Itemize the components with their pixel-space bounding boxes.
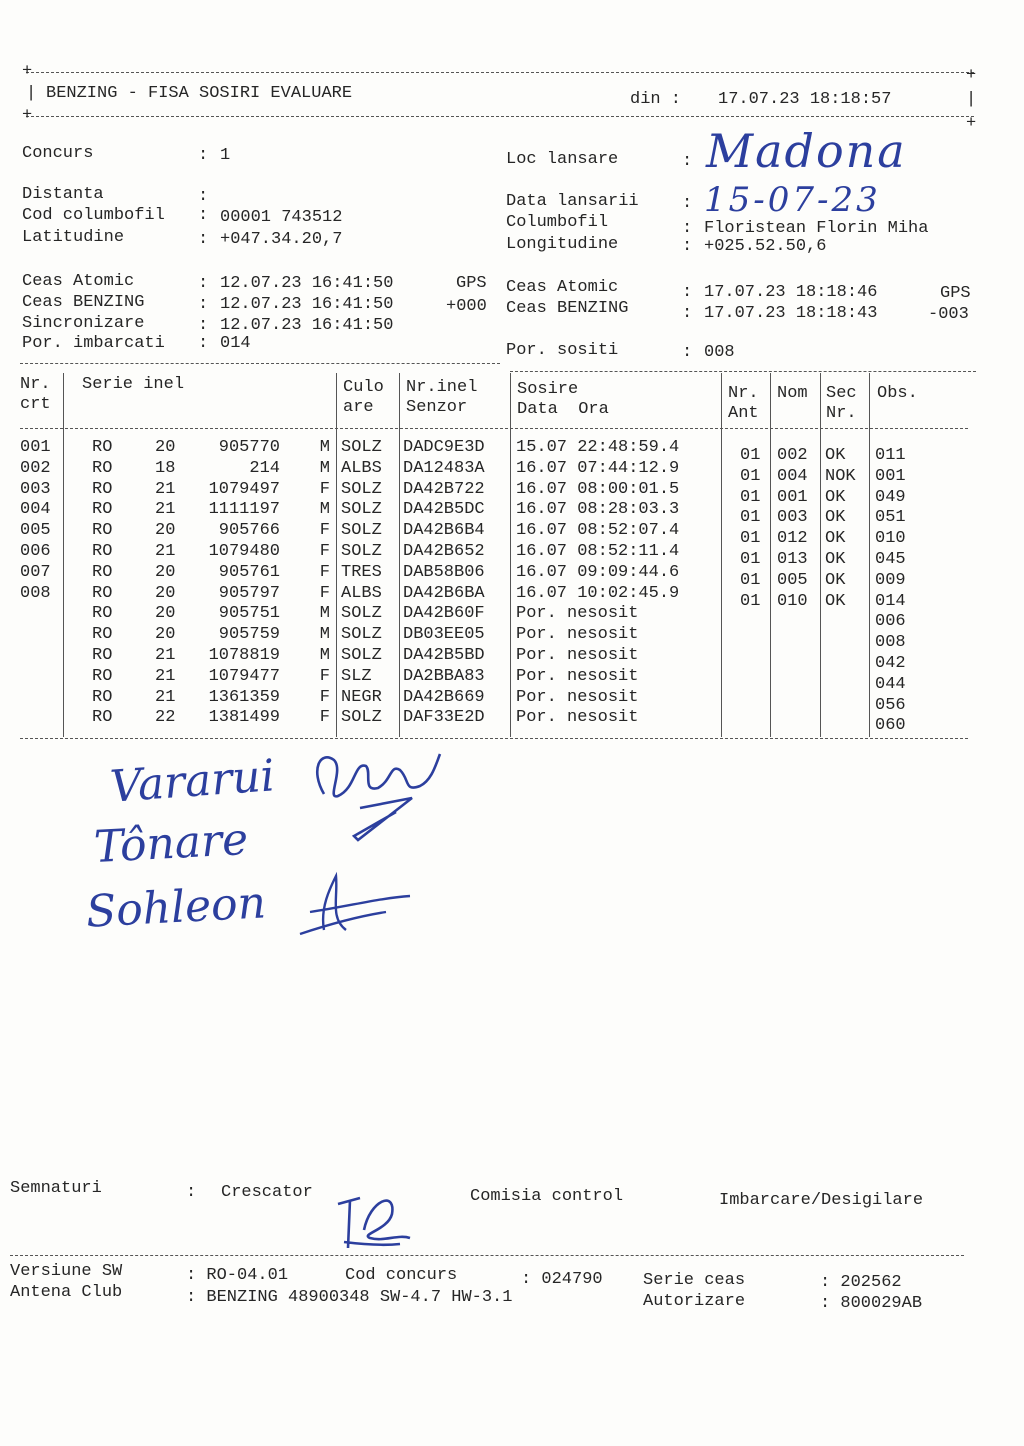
cell-color: SOLZ <box>341 646 382 665</box>
loc-lansare-label: Loc lansare <box>506 150 619 169</box>
cell-sec <box>825 716 867 737</box>
cell-sec: OK <box>825 529 846 549</box>
cod-concurs-value: : 024790 <box>521 1270 603 1289</box>
header-culoare: Culo are <box>343 378 384 417</box>
header-pipe-right: | <box>966 90 977 109</box>
cell-arrival: Por. nesosit <box>516 666 639 686</box>
cell-nom: 001 <box>777 487 808 507</box>
handwritten-loc-lansare: Madona <box>706 124 907 178</box>
header-title: BENZING - FISA SOSIRI EVALUARE <box>46 84 353 103</box>
cell-obs: 044 <box>875 674 906 694</box>
ceas-atomic-right-label: Ceas Atomic <box>506 278 619 297</box>
data-lansarii-sep: : <box>682 194 693 213</box>
header-nr-inel-senzor: Nr.inel Senzor <box>406 378 478 417</box>
cell-obs: 049 <box>875 487 906 507</box>
cell-country: RO <box>92 583 113 603</box>
cell-sec: OK <box>825 508 846 528</box>
ceas-atomic-right-value: 17.07.23 18:18:46 <box>704 283 878 302</box>
semnaturi-sep: : <box>186 1183 197 1202</box>
cod-concurs-label: Cod concurs <box>345 1266 458 1285</box>
por-imbarcati-label: Por. imbarcati <box>22 334 165 353</box>
antena-club-label: Antena Club <box>10 1283 123 1302</box>
ceas-atomic-left-label: Ceas Atomic <box>22 272 135 291</box>
cell-year: 21 <box>155 542 176 561</box>
longitudine-label: Longitudine <box>506 235 619 254</box>
cell-country: RO <box>92 646 113 665</box>
cell-sec: OK <box>825 487 846 507</box>
ceas-atomic-left-suffix: GPS <box>456 274 487 293</box>
table-top-rule <box>20 363 500 364</box>
cell-nr: 008 <box>20 583 51 603</box>
cell-sex: F <box>319 687 330 707</box>
header-nr-crt: Nr. crt <box>20 375 51 414</box>
cell-sensor: DA12483A <box>403 458 485 478</box>
cell-sec: OK <box>825 591 846 611</box>
por-sositi-label: Por. sositi <box>506 341 619 360</box>
cell-arrival: 16.07 08:28:03.3 <box>516 500 680 520</box>
ceas-benzing-right-label: Ceas BENZING <box>506 299 629 318</box>
cell-year: 21 <box>155 687 176 707</box>
cell-obs: 056 <box>875 695 906 715</box>
cell-ring: 905766 <box>218 521 280 541</box>
cell-arrival: Por. nesosit <box>516 604 639 624</box>
cod-columbofil-sep: : <box>198 206 209 225</box>
cell-color: SOLZ <box>341 708 382 728</box>
latitudine-sep: : <box>198 230 209 249</box>
cell-year: 18 <box>155 458 176 478</box>
header-bottom-rule <box>26 116 974 117</box>
cell-obs: 006 <box>875 612 906 632</box>
cell-color: SOLZ <box>341 521 382 541</box>
cell-arrival: Por. nesosit <box>516 625 639 645</box>
cell-year: 20 <box>155 625 176 645</box>
cell-year: 20 <box>155 521 176 541</box>
cell-obs: 051 <box>875 508 906 528</box>
cell-sec <box>825 675 867 696</box>
cell-nr: 001 <box>20 438 51 457</box>
cell-country: RO <box>92 458 113 478</box>
ceas-atomic-left-value: 12.07.23 16:41:50 <box>220 274 394 293</box>
cod-columbofil-label: Cod columbofil <box>22 206 165 225</box>
cod-columbofil-value: 00001 743512 <box>220 208 343 227</box>
cell-color: TRES <box>341 562 382 582</box>
cell-nr: 003 <box>20 479 51 499</box>
cell-color: ALBS <box>341 458 382 478</box>
cell-ant: 01 <box>740 591 761 611</box>
col-divider <box>399 373 400 737</box>
cell-ring: 905761 <box>218 562 280 582</box>
cell-obs: 060 <box>875 716 906 736</box>
cell-sex: M <box>319 438 330 457</box>
ceas-benzing-left-suffix: +000 <box>446 297 487 316</box>
cell-ant: 01 <box>740 446 761 465</box>
table-top-rule-right <box>510 371 976 372</box>
cell-ant <box>740 612 766 633</box>
cell-year: 20 <box>155 438 176 457</box>
cell-sec: NOK <box>825 466 856 486</box>
concurs-sep: : <box>198 146 219 165</box>
cell-sex: F <box>319 562 330 582</box>
col-divider <box>336 373 337 737</box>
longitudine-sep: : <box>682 237 693 256</box>
footer-rule <box>10 1255 964 1256</box>
cell-country: RO <box>92 687 113 707</box>
sep: : <box>198 274 209 293</box>
header-plus-left: + <box>22 62 33 81</box>
cell-country: RO <box>92 521 113 541</box>
cell-ring: 1078819 <box>208 646 280 665</box>
header-timestamp: 17.07.23 18:18:57 <box>718 90 892 109</box>
crescator-label: Crescator <box>221 1183 313 1202</box>
header-plus-right: + <box>966 66 977 85</box>
cell-nom <box>777 675 817 696</box>
cell-nom: 010 <box>777 591 808 611</box>
cell-nom <box>777 654 817 675</box>
cell-sex: F <box>319 583 330 603</box>
cell-ant: 01 <box>740 570 761 590</box>
ceas-benzing-right-value: 17.07.23 18:18:43 <box>704 304 878 323</box>
cell-ring: 905770 <box>218 438 280 457</box>
serie-ceas-value: : 202562 <box>820 1273 902 1292</box>
cell-country: RO <box>92 479 113 499</box>
cell-year: 21 <box>155 500 176 520</box>
cell-sex: M <box>319 646 330 665</box>
latitudine-label: Latitudine <box>22 228 125 247</box>
header-sosire: Sosire Data Ora <box>517 380 609 419</box>
cell-sec: OK <box>825 570 846 590</box>
crescator-signature <box>330 1190 420 1260</box>
cell-nom <box>777 716 817 737</box>
cell-sec <box>825 696 867 717</box>
col-divider <box>820 373 821 737</box>
handwritten-name-2: Tônare <box>92 814 250 873</box>
cell-color: NEGR <box>341 687 382 707</box>
cell-nr <box>20 688 60 709</box>
loc-lansare-sep: : <box>682 152 693 171</box>
cell-sex: M <box>319 625 330 645</box>
distanta-sep: : <box>198 187 209 206</box>
cell-sex: F <box>319 666 330 686</box>
sincronizare-value: 12.07.23 16:41:50 <box>220 316 394 335</box>
cell-arrival: Por. nesosit <box>516 708 639 728</box>
cell-color: SOLZ <box>341 625 382 645</box>
cell-country: RO <box>92 542 113 561</box>
versiune-sw-label: Versiune SW <box>10 1262 123 1281</box>
cell-sex: M <box>319 458 330 478</box>
sep: : <box>682 283 693 302</box>
concurs-value: 1 <box>220 146 231 165</box>
cell-sec <box>825 633 867 654</box>
cell-country: RO <box>92 500 113 520</box>
cell-color: SOLZ <box>341 438 382 457</box>
header-pipe-left: | <box>26 84 37 103</box>
distanta-label: Distanta <box>22 185 104 204</box>
cell-obs: 001 <box>875 466 906 486</box>
cell-year: 20 <box>155 583 176 603</box>
cell-nom <box>777 612 817 633</box>
cell-nr: 007 <box>20 562 51 582</box>
data-lansarii-label: Data lansarii <box>506 192 639 211</box>
col-divider <box>770 373 771 737</box>
cell-obs: 042 <box>875 654 906 673</box>
cell-ring: 905751 <box>218 604 280 624</box>
header-top-rule <box>26 72 974 73</box>
columbofil-value: Floristean Florin Miha <box>704 219 929 238</box>
cell-color: SOLZ <box>341 500 382 520</box>
col-divider <box>721 373 722 737</box>
cell-sensor: DA42B60F <box>403 604 485 624</box>
autorizare-label: Autorizare <box>643 1292 746 1311</box>
cell-ant <box>740 696 766 717</box>
cell-arrival: 16.07 07:44:12.9 <box>516 458 680 478</box>
cell-ant <box>740 633 766 654</box>
longitudine-value: +025.52.50,6 <box>704 237 827 256</box>
cell-ant: 01 <box>740 487 761 507</box>
cell-ant <box>740 654 766 675</box>
cell-nr <box>20 646 60 667</box>
cell-sensor: DAF33E2D <box>403 708 485 728</box>
cell-sensor: DA42B652 <box>403 542 485 561</box>
cell-sex: F <box>319 708 330 728</box>
cell-year: 20 <box>155 562 176 582</box>
cell-ring: 905797 <box>218 583 280 603</box>
header-plus-bl: + <box>22 106 33 125</box>
cell-sensor: DAB58B06 <box>403 562 485 582</box>
por-imbarcati-value: 014 <box>220 334 251 353</box>
cell-obs: 045 <box>875 550 906 569</box>
cell-ant <box>740 716 766 737</box>
header-nom: Nom <box>777 384 808 403</box>
cell-country: RO <box>92 666 113 686</box>
cell-sensor: DA42B6BA <box>403 583 485 603</box>
cell-color: SLZ <box>341 666 372 686</box>
cell-sensor: DB03EE05 <box>403 625 485 645</box>
cell-obs: 010 <box>875 529 906 549</box>
cell-ant <box>740 675 766 696</box>
table-bottom-rule <box>20 738 968 739</box>
cell-nr <box>20 625 60 646</box>
cell-country: RO <box>92 625 113 645</box>
cell-sex: F <box>319 479 330 499</box>
ceas-benzing-left-label: Ceas BENZING <box>22 293 145 312</box>
cell-nr <box>20 604 60 625</box>
antena-club-value: : BENZING 48900348 SW-4.7 HW-3.1 <box>186 1288 513 1307</box>
cell-sensor: DADC9E3D <box>403 438 485 457</box>
sep: : <box>682 343 693 362</box>
sep: : <box>198 295 209 314</box>
cell-year: 21 <box>155 646 176 665</box>
handwritten-data-lansarii: 15-07-23 <box>704 180 881 220</box>
comisia-control-label: Comisia control <box>470 1187 624 1206</box>
cell-ring: 1079497 <box>208 479 280 499</box>
cell-sex: F <box>319 542 330 561</box>
cell-nom: 002 <box>777 446 808 465</box>
cell-ring: 1111197 <box>208 500 280 520</box>
header-serie-inel: Serie inel <box>82 375 185 394</box>
por-sositi-value: 008 <box>704 343 735 362</box>
cell-arrival: 16.07 08:52:11.4 <box>516 542 680 561</box>
header-nr-ant: Nr. Ant <box>728 384 759 423</box>
cell-year: 21 <box>155 479 176 499</box>
cell-nom: 005 <box>777 570 808 590</box>
columbofil-label: Columbofil <box>506 213 609 232</box>
cell-arrival: 16.07 08:52:07.4 <box>516 521 680 541</box>
cell-year: 21 <box>155 666 176 686</box>
cell-sec: OK <box>825 550 846 569</box>
cell-nr: 005 <box>20 521 51 541</box>
cell-nr: 006 <box>20 542 51 561</box>
cell-year: 22 <box>155 708 176 728</box>
cell-color: SOLZ <box>341 479 382 499</box>
cell-arrival: 16.07 10:02:45.9 <box>516 583 680 603</box>
cell-nr: 002 <box>20 458 51 478</box>
header-plus-br: + <box>966 114 977 133</box>
cell-arrival: 16.07 09:09:44.6 <box>516 562 680 582</box>
autorizare-value: : 800029AB <box>820 1294 923 1313</box>
table-header-rule <box>20 428 968 429</box>
ceas-benzing-left-value: 12.07.23 16:41:50 <box>220 295 394 314</box>
header-din-label: din : <box>630 90 682 109</box>
cell-color: ALBS <box>341 583 382 603</box>
cell-sensor: DA42B5BD <box>403 646 485 665</box>
cell-ring: 905759 <box>218 625 280 645</box>
cell-ring: 214 <box>249 458 280 478</box>
ceas-benzing-right-suffix: -003 <box>928 305 969 324</box>
cell-country: RO <box>92 438 113 457</box>
cell-obs: 008 <box>875 633 906 653</box>
semnaturi-label: Semnaturi <box>10 1179 102 1198</box>
cell-obs: 009 <box>875 570 906 590</box>
cell-arrival: 15.07 22:48:59.4 <box>516 438 680 457</box>
cell-sec <box>825 612 867 633</box>
cell-ring: 1079480 <box>208 542 280 561</box>
cell-arrival: 16.07 08:00:01.5 <box>516 479 680 499</box>
header-obs: Obs. <box>877 384 918 403</box>
cell-sensor: DA42B669 <box>403 687 485 707</box>
cell-sex: F <box>319 521 330 541</box>
cell-nr <box>20 708 60 729</box>
cell-country: RO <box>92 604 113 624</box>
cell-sec: OK <box>825 446 846 465</box>
cell-sex: M <box>319 500 330 520</box>
cell-ant: 01 <box>740 466 761 486</box>
ceas-atomic-right-suffix: GPS <box>940 284 971 303</box>
cell-sensor: DA42B5DC <box>403 500 485 520</box>
cell-nom: 012 <box>777 529 808 549</box>
cell-ring: 1381499 <box>208 708 280 728</box>
col-divider <box>869 373 870 737</box>
cell-arrival: Por. nesosit <box>516 646 639 665</box>
cell-arrival: Por. nesosit <box>516 687 639 707</box>
cell-sensor: DA2BBA83 <box>403 666 485 686</box>
sep: : <box>198 334 209 353</box>
signature-1 <box>300 740 450 840</box>
concurs-label: Concurs <box>22 144 94 163</box>
columbofil-sep: : <box>682 219 693 238</box>
serie-ceas-label: Serie ceas <box>643 1271 746 1290</box>
cell-ant: 01 <box>740 508 761 528</box>
cell-country: RO <box>92 562 113 582</box>
cell-nr: 004 <box>20 500 51 520</box>
handwritten-name-1: Vararui <box>108 750 277 813</box>
cell-obs: 014 <box>875 591 906 611</box>
col-divider <box>63 373 64 737</box>
cell-ant: 01 <box>740 529 761 549</box>
cell-sec <box>825 654 867 675</box>
signature-3 <box>290 868 420 948</box>
col-divider <box>510 373 511 737</box>
sep: : <box>198 316 209 335</box>
cell-nr <box>20 667 60 688</box>
cell-nom <box>777 633 817 654</box>
cell-ant: 01 <box>740 550 761 569</box>
cell-sensor: DA42B6B4 <box>403 521 485 541</box>
cell-nom: 013 <box>777 550 808 569</box>
cell-ring: 1079477 <box>208 666 280 686</box>
cell-ring: 1361359 <box>208 687 280 707</box>
cell-sex: M <box>319 604 330 624</box>
cell-obs: 011 <box>875 446 906 465</box>
imbarcare-desigilare-label: Imbarcare/Desigilare <box>719 1191 924 1210</box>
latitudine-value: +047.34.20,7 <box>220 230 343 249</box>
cell-sensor: DA42B722 <box>403 479 485 499</box>
cell-nom: 003 <box>777 508 808 528</box>
cell-color: SOLZ <box>341 604 382 624</box>
cell-nom <box>777 696 817 717</box>
handwritten-name-3: Sohleon <box>84 877 268 938</box>
cell-color: SOLZ <box>341 542 382 561</box>
sincronizare-label: Sincronizare <box>22 314 145 333</box>
header-sec-nr: Sec Nr. <box>826 384 857 423</box>
versiune-sw-value: : RO-04.01 <box>186 1266 289 1285</box>
cell-nom: 004 <box>777 466 808 486</box>
sep: : <box>682 304 693 323</box>
cell-year: 20 <box>155 604 176 624</box>
cell-country: RO <box>92 708 113 728</box>
